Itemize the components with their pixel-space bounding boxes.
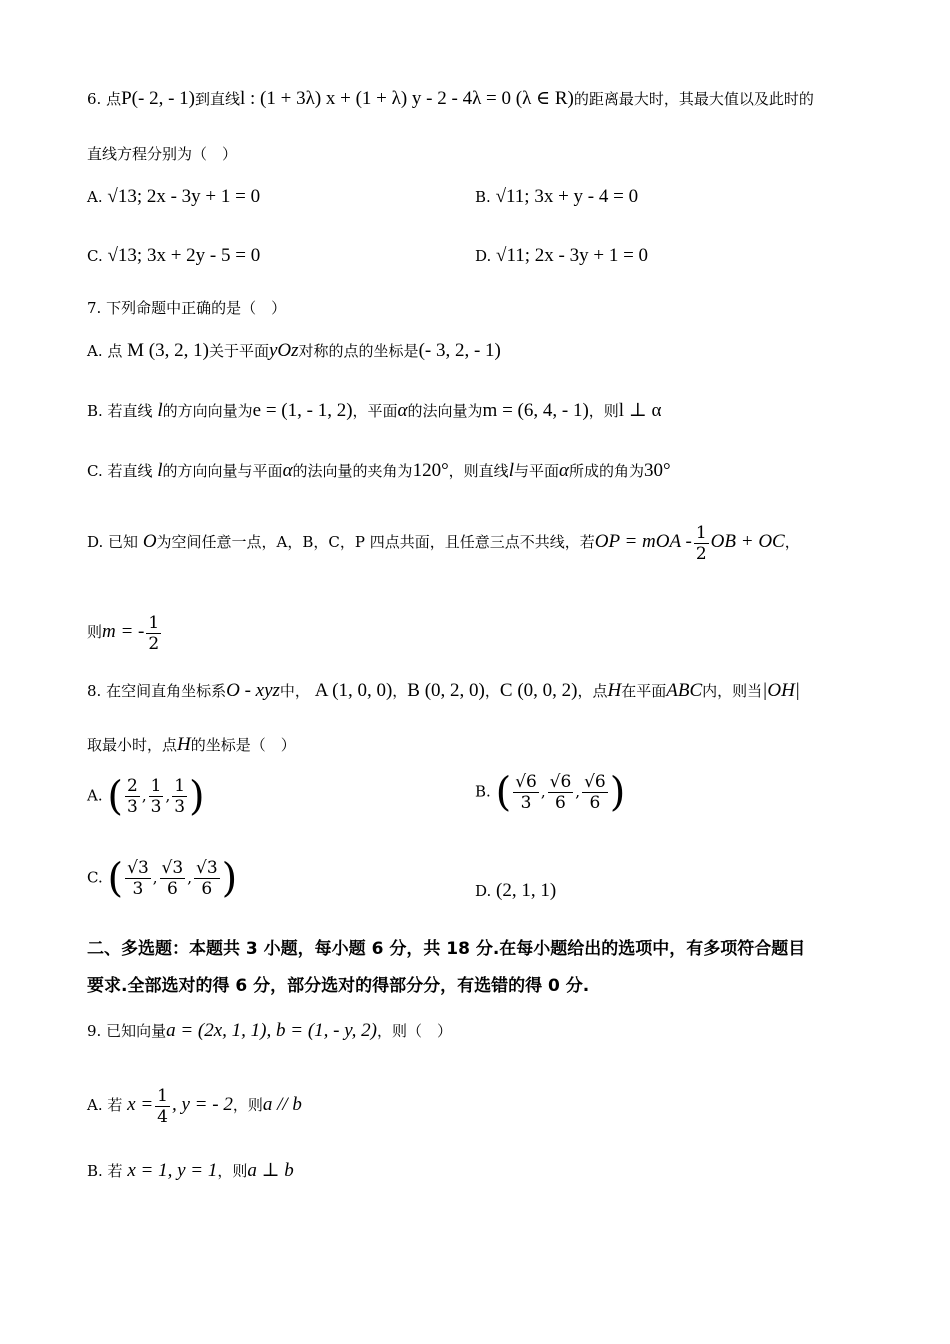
option-label: B. xyxy=(475,188,491,206)
option-label: B. xyxy=(475,782,491,801)
text: 内，则当 xyxy=(702,682,763,700)
text: ，点 xyxy=(577,682,608,700)
option-label: B. 若直线 xyxy=(87,402,153,420)
denominator: 2 xyxy=(148,633,160,654)
q6-option-b xyxy=(475,186,638,208)
option-label: C. xyxy=(87,868,103,887)
option-label: D. xyxy=(475,882,492,900)
text: ，则 xyxy=(232,1096,263,1114)
result: (- 3, 2, - 1) xyxy=(418,340,501,361)
numerator: 2 xyxy=(127,776,138,796)
point-o: O xyxy=(142,531,157,552)
option-math: (2, 1, 1) xyxy=(496,880,557,901)
point-c: C (0, 0, 2) xyxy=(499,680,578,701)
q6-mid: 到直线 xyxy=(194,90,240,108)
angle-120: 120° xyxy=(412,460,449,481)
text: ，则（ ） xyxy=(376,1022,452,1040)
option-math: √11; 2x - 3y + 1 = 0 xyxy=(496,245,649,266)
vector-equation-left: OP = mOA - xyxy=(594,531,692,552)
text: ，平面 xyxy=(352,402,398,420)
paren-open: ( xyxy=(495,769,512,816)
option-label: D. 已知 xyxy=(87,533,139,551)
q6-option-a xyxy=(87,186,260,208)
denominator: 3 xyxy=(520,793,532,813)
vectors: a = (2x, 1, 1), b = (1, - y, 2) xyxy=(166,1020,377,1041)
fraction xyxy=(125,858,151,899)
point-a: A (1, 0, 0) xyxy=(314,680,393,701)
q8-line2 xyxy=(87,734,296,756)
result: a ⊥ b xyxy=(247,1160,294,1181)
y-equals: , y = - 2 xyxy=(172,1094,233,1115)
q9-option-a xyxy=(87,1080,302,1130)
numerator: √3 xyxy=(195,858,218,878)
numerator: √6 xyxy=(515,772,537,792)
denominator: 6 xyxy=(555,793,566,813)
numerator: 1 xyxy=(148,612,160,633)
text: 所成的角为 xyxy=(568,462,644,480)
paren-open: ( xyxy=(107,773,123,820)
text: ， xyxy=(784,533,800,551)
condition: x = 1, y = 1 xyxy=(127,1160,218,1181)
q7-option-c xyxy=(87,460,671,482)
q6-prefix: 6. 点 xyxy=(87,90,122,108)
option-math: √11; 3x + y - 4 = 0 xyxy=(495,186,639,207)
x-equals: x = xyxy=(127,1094,154,1115)
option-math: √13; 2x - 3y + 1 = 0 xyxy=(107,186,261,207)
text: ，则直线 xyxy=(448,462,509,480)
q7-option-d-line2 xyxy=(87,610,163,654)
fraction-half xyxy=(146,613,161,654)
q7-stem: 7. 下列命题中正确的是（ ） xyxy=(87,299,287,317)
fraction xyxy=(149,776,164,817)
m-equation: m = - xyxy=(102,621,145,642)
option-label: A. xyxy=(87,188,103,206)
numerator: 1 xyxy=(695,522,707,543)
line-l: l xyxy=(157,460,163,481)
alpha: α xyxy=(282,460,293,481)
text: 8. 在空间直角坐标系 xyxy=(87,682,227,700)
q6-option-c xyxy=(87,245,260,267)
fraction xyxy=(194,858,220,899)
angle-30: 30° xyxy=(643,460,671,481)
oh-magnitude: |OH| xyxy=(762,680,801,701)
q7-option-b xyxy=(87,400,661,422)
coordinate-system: O - xyz xyxy=(226,680,280,701)
point-m: M (3, 2, 1) xyxy=(127,340,209,361)
text: 的法向量的夹角为 xyxy=(292,462,413,480)
alpha: α xyxy=(397,400,408,421)
q6-suffix: 的距离最大时，其最大值以及此时的 xyxy=(573,90,814,108)
plane-abc: ABC xyxy=(666,680,703,701)
q8-line1: 8. 在空间直角坐标系O - xyz中， A (1, 0, 0)，B (0, 2, 0)，C (0, 0, 2)，点H在平面ABC内，则当|OH| xyxy=(87,680,801,701)
fraction xyxy=(172,776,187,817)
text: 中， xyxy=(279,682,310,700)
q6-line2: 直线方程分别为（ ） xyxy=(87,145,238,163)
result: l ⊥ α xyxy=(618,400,662,421)
denominator: 2 xyxy=(695,543,707,564)
vector-equation-right: OB + OC xyxy=(710,531,785,552)
denominator: 4 xyxy=(157,1106,168,1127)
plane-yoz: yOz xyxy=(268,340,299,361)
denominator: 3 xyxy=(150,797,162,817)
fraction xyxy=(513,772,539,813)
q9-stem xyxy=(87,1020,452,1042)
text: 则 xyxy=(87,623,103,641)
option-label: A. xyxy=(87,786,103,805)
fraction xyxy=(160,858,186,899)
line-l: l xyxy=(157,400,163,421)
text: ，则 xyxy=(588,402,619,420)
section2-heading-line2: 要求.全部选对的得 6 分，部分选对的得部分分，有选错的得 0 分. xyxy=(87,976,590,996)
fraction xyxy=(582,772,608,813)
fraction-quarter xyxy=(155,1086,170,1127)
line-l: l xyxy=(508,460,514,481)
option-label: B. 若 xyxy=(87,1162,123,1180)
option-math: √13; 3x + 2y - 5 = 0 xyxy=(107,245,261,266)
option-label: A. 点 xyxy=(87,342,123,360)
point-h: H xyxy=(607,680,622,701)
q7-option-d xyxy=(87,520,800,564)
q6-line1 xyxy=(87,88,814,110)
denominator: 3 xyxy=(127,797,138,817)
text: 取最小时，点 xyxy=(87,736,178,754)
vector-e: e = (1, - 1, 2) xyxy=(252,400,353,421)
text: 的坐标是（ ） xyxy=(190,736,296,754)
q6-option-d xyxy=(475,245,648,267)
denominator: 3 xyxy=(174,797,186,817)
paren-close: ) xyxy=(189,773,205,820)
paren-close: ) xyxy=(609,769,626,816)
q8-option-d xyxy=(475,880,556,902)
numerator: √3 xyxy=(161,858,184,878)
numerator: 1 xyxy=(174,776,186,796)
q6-point: P(- 2, - 1) xyxy=(121,88,195,109)
text: 为空间任意一点，A，B，C，P 四点共面，且任意三点不共线，若 xyxy=(156,533,595,551)
q8-option-b: B. ( $\frac{√6}{3}$ , $\frac{√6}{6}$ , $\frac{√6}{6}$ ) xyxy=(475,769,626,816)
q8-option-c: C. ( $\frac{√3}{3}$ , $\frac{√3}{6}$ , $\frac{√3}{6}$ ) xyxy=(87,855,238,902)
option-label: C. 若直线 xyxy=(87,462,153,480)
paren-open: ( xyxy=(107,855,124,902)
text: ，则 xyxy=(217,1162,248,1180)
text: 的法向量为 xyxy=(407,402,483,420)
text: 的方向向量为 xyxy=(162,402,253,420)
option-label: C. xyxy=(87,247,103,265)
denominator: 6 xyxy=(201,879,213,899)
text: 的方向向量与平面 xyxy=(162,462,283,480)
fraction xyxy=(548,772,574,813)
option-label: A. 若 xyxy=(87,1096,123,1114)
text: 在平面 xyxy=(621,682,667,700)
q8-option-a: A. ( $\frac{2}{3}$ , $\frac{1}{3}$ , $\frac{1}{3}$ ) xyxy=(87,773,205,820)
vector-m: m = (6, 4, - 1) xyxy=(482,400,589,421)
numerator: √6 xyxy=(549,772,572,792)
point-b: B (0, 2, 0) xyxy=(407,680,485,701)
text: 与平面 xyxy=(513,462,559,480)
result: a // b xyxy=(262,1094,302,1115)
alpha: α xyxy=(558,460,569,481)
fraction-half xyxy=(694,523,709,564)
numerator: 1 xyxy=(150,776,162,796)
q9-option-b xyxy=(87,1160,294,1182)
q7-option-a xyxy=(87,340,501,362)
denominator: 6 xyxy=(166,879,178,899)
text: 对称的点的坐标是 xyxy=(298,342,419,360)
denominator: 6 xyxy=(589,793,601,813)
denominator: 3 xyxy=(132,879,144,899)
section2-heading-line1: 二、多选题：本题共 3 小题，每小题 6 分，共 18 分.在每小题给出的选项中，有多项符合题目 xyxy=(87,939,806,959)
q6-line-equation: l : (1 + 3λ) x + (1 + λ) y - 2 - 4λ = 0 (λ ∈ R) xyxy=(240,88,574,109)
numerator: 1 xyxy=(157,1085,168,1106)
paren-close: ) xyxy=(221,855,238,902)
option-label: D. xyxy=(475,247,492,265)
point-h: H xyxy=(177,734,191,755)
numerator: √6 xyxy=(584,772,606,792)
text: 9. 已知向量 xyxy=(87,1022,167,1040)
fraction xyxy=(125,776,140,817)
text: 关于平面 xyxy=(208,342,269,360)
numerator: √3 xyxy=(127,858,149,878)
